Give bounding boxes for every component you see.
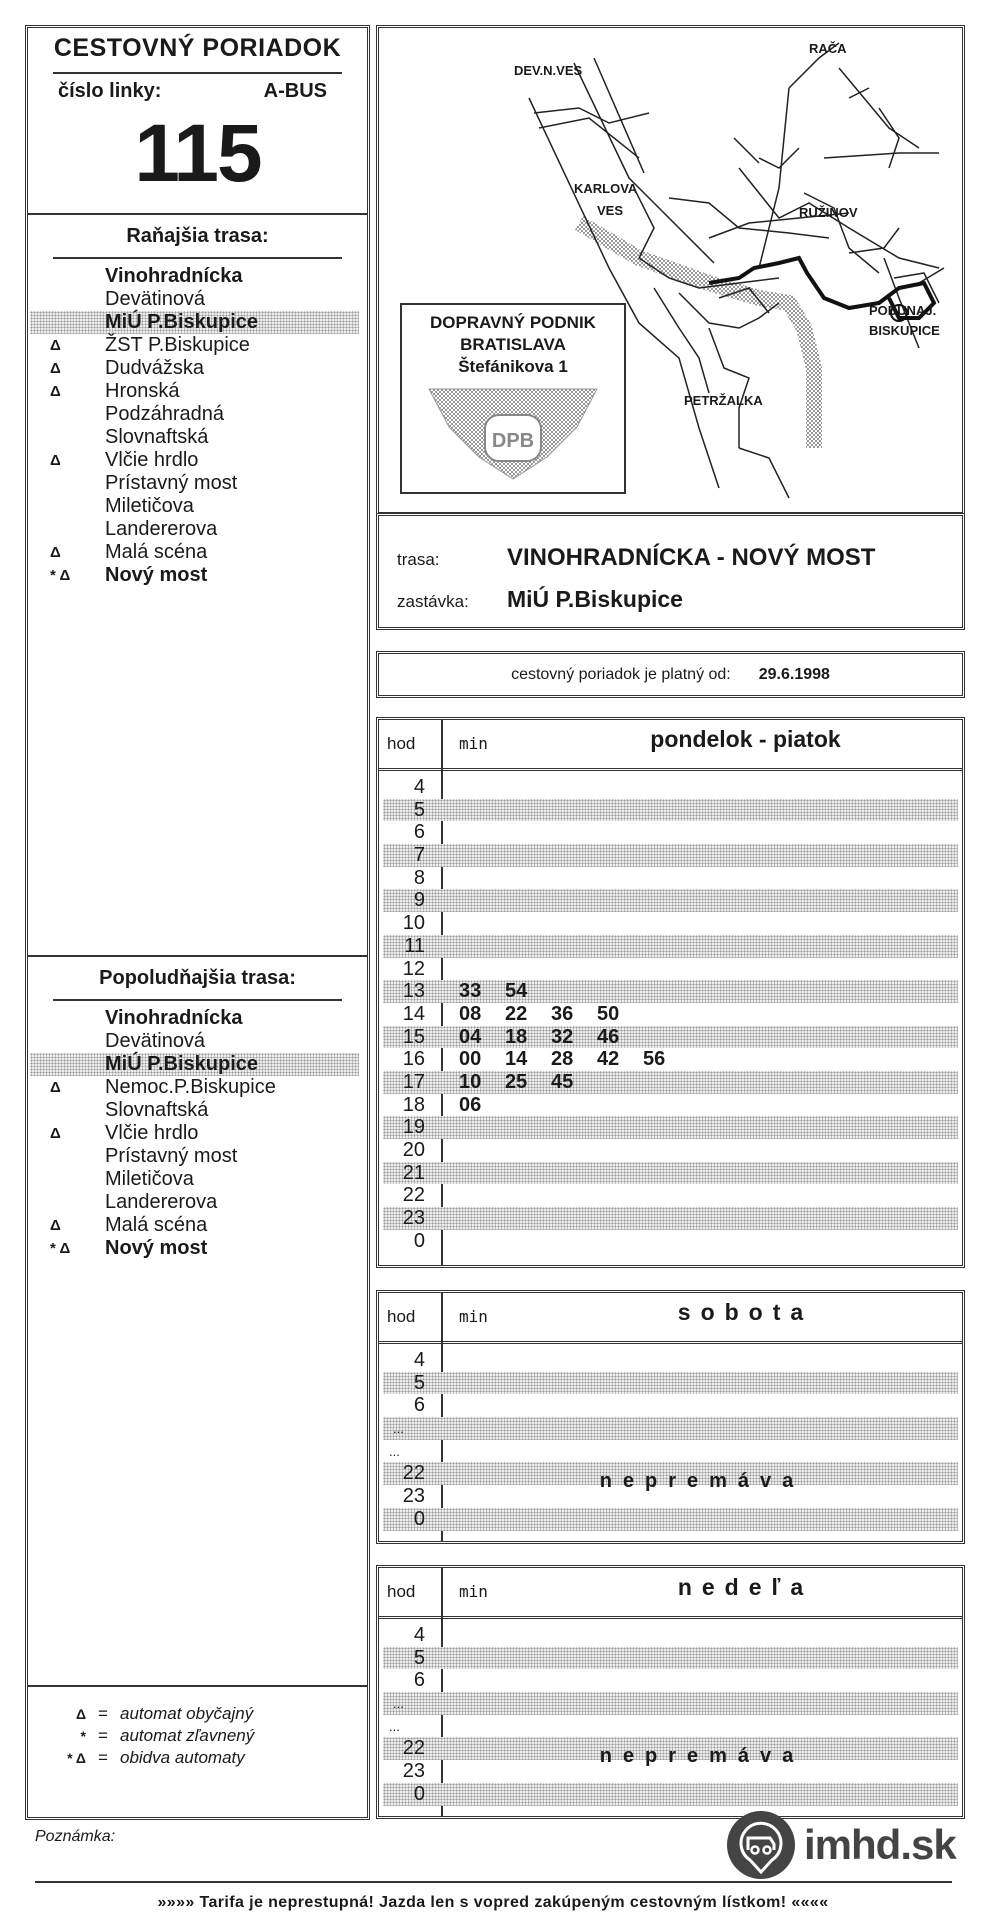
hour-cell: ... — [393, 1696, 404, 1712]
line-number-label: číslo linky: — [58, 80, 162, 102]
route-label: trasa: — [397, 550, 440, 569]
divider — [53, 257, 342, 259]
map-label-dev-n-ves: DEV.N.VES — [514, 63, 583, 78]
legend-item — [28, 1725, 367, 1747]
hour-cell: 18 — [402, 1093, 425, 1116]
departure-minute: 45 — [551, 1070, 574, 1093]
stop-name: MiÚ P.Biskupice — [105, 311, 259, 333]
hour-cell: 23 — [402, 1485, 425, 1508]
stop-item — [28, 1145, 367, 1168]
hour-row — [379, 1440, 962, 1463]
footer-divider — [35, 1881, 952, 1883]
legend-text: automat zľavnený — [120, 1726, 255, 1745]
stop-label: zastávka: — [397, 592, 469, 611]
map-label-biskupice: BISKUPICE — [869, 323, 940, 338]
stop-name: MiÚ P.Biskupice — [105, 1053, 259, 1075]
minutes-cell — [459, 1094, 505, 1117]
left-column — [25, 25, 370, 1820]
hour-cell: 16 — [402, 1048, 425, 1071]
stop-item — [28, 403, 367, 426]
hour-row — [383, 1162, 958, 1185]
route-info — [376, 513, 965, 630]
stop-item — [28, 449, 367, 472]
ticket-machine-marks: * Δ — [50, 567, 71, 584]
hour-row — [383, 1508, 958, 1531]
stop-item — [28, 1237, 367, 1260]
stop-name: Slovnaftská — [105, 1099, 209, 1121]
stop-item — [28, 495, 367, 518]
validity-box — [376, 651, 965, 698]
minutes-cell — [459, 1071, 597, 1094]
hour-cell: 23 — [402, 1760, 425, 1783]
hour-cell: 0 — [413, 1782, 425, 1805]
legend-symbol: Δ — [75, 1706, 86, 1722]
hour-cell: 11 — [404, 934, 425, 957]
hour-cell: 4 — [413, 1624, 425, 1646]
hour-row — [379, 912, 962, 935]
hour-cell: 5 — [413, 798, 425, 821]
line-type: A-BUS — [263, 80, 327, 102]
legend — [28, 1685, 367, 1817]
stop-name: Miletičova — [105, 1168, 194, 1190]
hour-row — [379, 1624, 962, 1647]
hour-row — [383, 1647, 958, 1670]
hour-row — [379, 1349, 962, 1372]
departure-minute: 04 — [459, 1025, 482, 1048]
hour-cell: 6 — [413, 821, 425, 844]
stop-name: Vlčie hrdlo — [105, 449, 199, 471]
operator-box — [400, 303, 626, 494]
hour-row — [379, 1669, 962, 1692]
hour-column-header: hod — [387, 1307, 416, 1326]
day-type-title: sobota — [677, 1299, 814, 1325]
legend-symbol: * Δ — [67, 1750, 86, 1766]
stop-item — [28, 265, 367, 288]
departures-list — [379, 776, 962, 1252]
departure-minute: 14 — [505, 1048, 528, 1071]
hour-row — [383, 1071, 958, 1094]
minute-column-header: min — [459, 1582, 488, 1601]
stop-item — [28, 1122, 367, 1145]
hour-cell: 17 — [402, 1070, 425, 1093]
hour-cell: 6 — [413, 1394, 425, 1417]
no-service-notice: nepremáva — [599, 1745, 805, 1767]
hour-row — [379, 958, 962, 981]
hour-row — [379, 1094, 962, 1117]
hour-row — [383, 980, 958, 1003]
departure-minute: 33 — [459, 980, 482, 1003]
tariff-notice: »»»» Tarifa je neprestupná! Jazda len s vopred zakúpeným cestovným lístkom! «««« — [157, 1894, 829, 1911]
morning-stop-list — [28, 265, 367, 587]
timetable-weekday — [376, 717, 965, 1268]
hour-cell: 6 — [413, 1669, 425, 1692]
stop-name: Devätinová — [105, 1030, 206, 1052]
legend-text: obidva automaty — [120, 1748, 245, 1767]
validity-label: cestovný poriadok je platný od: — [511, 666, 731, 683]
departures-list — [379, 1624, 962, 1806]
legend-text: automat obyčajný — [120, 1704, 254, 1723]
legend-item — [28, 1703, 367, 1725]
stop-name: Nemoc.P.Biskupice — [105, 1076, 276, 1098]
departure-minute: 10 — [459, 1070, 482, 1093]
legend-symbol: * — [80, 1728, 86, 1744]
stop-item — [28, 564, 367, 587]
departure-minute: 00 — [459, 1048, 482, 1071]
hour-row — [379, 1230, 962, 1253]
hour-row — [379, 1139, 962, 1162]
dpb-logo-icon — [427, 387, 599, 482]
validity-row — [379, 654, 962, 695]
ticket-machine-marks: Δ — [50, 383, 61, 400]
hour-row — [383, 1207, 958, 1230]
hour-row — [383, 1417, 958, 1440]
departure-minute: 18 — [505, 1025, 528, 1048]
hour-cell: 5 — [413, 1371, 425, 1394]
hour-row — [383, 799, 958, 822]
departure-minute: 46 — [597, 1025, 620, 1048]
hour-cell: 10 — [402, 912, 425, 935]
stop-name: Miletičova — [105, 495, 194, 517]
map-label-ves: VES — [597, 203, 624, 218]
timetable-header — [379, 720, 962, 771]
hour-row — [383, 935, 958, 958]
minutes-cell — [459, 1026, 643, 1049]
imhd-brand[interactable] — [726, 1810, 956, 1880]
hour-row — [379, 1048, 962, 1071]
stop-name: Vinohradnícka — [105, 265, 243, 287]
stop-name: Landererova — [105, 1191, 218, 1213]
minutes-cell — [459, 980, 551, 1003]
hour-cell: 0 — [413, 1507, 425, 1530]
hour-cell: 4 — [413, 1349, 425, 1371]
hour-row — [383, 1026, 958, 1049]
stop-value: MiÚ P.Biskupice — [507, 586, 683, 612]
current-stop — [30, 1053, 359, 1076]
hour-row — [383, 1372, 958, 1395]
legend-item — [28, 1747, 367, 1769]
stop-name: Vinohradnícka — [105, 1007, 243, 1029]
line-header — [28, 28, 367, 215]
departures-list — [379, 1349, 962, 1531]
divider — [53, 999, 342, 1001]
stop-item — [28, 1030, 367, 1053]
stop-name: Vlčie hrdlo — [105, 1122, 199, 1144]
hour-cell: 14 — [402, 1002, 425, 1025]
hour-row — [379, 867, 962, 890]
departure-minute: 32 — [551, 1025, 574, 1048]
ticket-machine-marks: Δ — [50, 1125, 61, 1142]
ticket-machine-marks: Δ — [50, 452, 61, 469]
current-stop — [30, 311, 359, 334]
hour-row — [379, 776, 962, 799]
minutes-cell — [459, 1003, 643, 1026]
divider — [53, 72, 342, 74]
hour-cell: 4 — [413, 776, 425, 798]
no-service-notice: nepremáva — [599, 1470, 805, 1492]
timetable-saturday — [376, 1290, 965, 1544]
stop-name: Slovnaftská — [105, 426, 209, 448]
stop-item — [28, 357, 367, 380]
minutes-cell — [459, 1048, 689, 1071]
departure-minute: 22 — [505, 1002, 528, 1025]
stop-name: Malá scéna — [105, 541, 208, 563]
stop-name: Podzáhradná — [105, 403, 224, 425]
departure-minute: 36 — [551, 1002, 574, 1025]
stop-item — [28, 1007, 367, 1030]
ticket-machine-marks: Δ — [50, 1217, 61, 1234]
line-number: 115 — [134, 108, 261, 199]
validity-date: 29.6.1998 — [758, 666, 830, 683]
stop-name: Landererova — [105, 518, 218, 540]
departure-minute: 25 — [505, 1070, 528, 1093]
map-label-podunaj: PODUNAJ. — [869, 303, 937, 318]
ticket-machine-marks: Δ — [50, 337, 61, 354]
dpb-logo-text: DPB — [491, 430, 535, 452]
hour-row — [383, 1116, 958, 1139]
ticket-machine-marks: * Δ — [50, 1240, 71, 1257]
map-label-petrzalka: PETRŽALKA — [684, 393, 763, 408]
hour-row — [379, 1394, 962, 1417]
operator-city: BRATISLAVA — [460, 335, 566, 354]
timetable-title: CESTOVNÝ PORIADOK — [53, 34, 342, 62]
stop-name: Malá scéna — [105, 1214, 208, 1236]
stop-name: Dudvážska — [105, 357, 204, 379]
hour-cell: 9 — [413, 889, 425, 912]
hour-cell: 22 — [402, 1737, 425, 1760]
stop-name: Prístavný most — [105, 472, 238, 494]
legend-eq: = — [98, 1704, 108, 1723]
ticket-machine-marks: Δ — [50, 360, 61, 377]
departure-minute: 54 — [505, 980, 528, 1003]
hour-row — [383, 1783, 958, 1806]
day-type-title: nedeľa — [677, 1574, 814, 1600]
hour-cell: 23 — [402, 1207, 425, 1230]
hour-column-header: hod — [387, 1582, 416, 1601]
legend-list — [28, 1703, 367, 1769]
stop-item — [28, 1076, 367, 1099]
hour-row — [383, 844, 958, 867]
hour-cell: 22 — [402, 1184, 425, 1207]
hour-column-header: hod — [387, 734, 416, 753]
hour-cell: 20 — [402, 1139, 425, 1161]
hour-cell: 12 — [402, 957, 425, 980]
stop-item — [28, 472, 367, 495]
map-label-ruzinov: RUŽINOV — [799, 205, 858, 220]
map-label-raca: RAČA — [809, 41, 847, 56]
legend-eq: = — [98, 1726, 108, 1745]
morning-route — [28, 213, 367, 957]
stop-item — [28, 380, 367, 403]
hour-cell: ... — [389, 1443, 400, 1459]
operator-address: Štefánikova 1 — [458, 357, 568, 376]
hour-cell: 8 — [413, 866, 425, 889]
route-value: VINOHRADNÍCKA - NOVÝ MOST — [507, 544, 876, 571]
operator-name: DOPRAVNÝ PODNIK — [430, 313, 596, 332]
hour-cell: 7 — [413, 844, 425, 867]
departure-minute: 50 — [597, 1002, 620, 1025]
hour-cell: 0 — [413, 1229, 425, 1252]
stop-item — [28, 1214, 367, 1237]
hour-cell: 22 — [402, 1462, 425, 1485]
stop-name: Devätinová — [105, 288, 206, 310]
hour-row — [379, 1184, 962, 1207]
afternoon-route-heading: Popoludňajšia trasa: — [99, 967, 296, 989]
hour-row — [379, 1715, 962, 1738]
timetable-header — [379, 1568, 962, 1619]
departure-minute: 08 — [459, 1002, 482, 1025]
stop-item — [28, 1191, 367, 1214]
hour-cell: 21 — [402, 1161, 425, 1184]
morning-route-heading: Raňajšia trasa: — [126, 225, 269, 247]
stop-name: Hronská — [105, 380, 180, 402]
route-map — [376, 25, 965, 515]
note-label: Poznámka: — [35, 1828, 116, 1845]
stop-name: ŽST P.Biskupice — [105, 334, 250, 356]
ticket-machine-marks: Δ — [50, 544, 61, 561]
stop-item — [28, 426, 367, 449]
legend-eq: = — [98, 1748, 108, 1767]
departure-minute: 28 — [551, 1048, 574, 1071]
hour-row — [379, 821, 962, 844]
ticket-machine-marks: Δ — [50, 1079, 61, 1096]
stop-item — [28, 1099, 367, 1122]
hour-cell: 15 — [402, 1025, 425, 1048]
map-label-karlova: KARLOVA — [574, 181, 638, 196]
hour-cell: 5 — [413, 1646, 425, 1669]
stop-item — [28, 288, 367, 311]
hour-row — [383, 1692, 958, 1715]
afternoon-stop-list — [28, 1007, 367, 1260]
afternoon-route — [28, 955, 367, 1687]
timetable-sunday — [376, 1565, 965, 1819]
stop-name: Prístavný most — [105, 1145, 238, 1167]
minute-column-header: min — [459, 734, 488, 753]
hour-cell: 13 — [402, 980, 425, 1003]
stop-item — [28, 518, 367, 541]
hour-row — [379, 1003, 962, 1026]
imhd-brand-text: imhd.sk — [804, 1821, 956, 1868]
hour-row — [383, 889, 958, 912]
stop-item — [28, 541, 367, 564]
stop-name: Nový most — [105, 1237, 208, 1259]
departure-minute: 06 — [459, 1093, 482, 1116]
departure-minute: 56 — [643, 1048, 666, 1071]
hour-cell: ... — [389, 1718, 400, 1734]
stop-item — [28, 334, 367, 357]
departure-minute: 42 — [597, 1048, 620, 1071]
hour-cell: 19 — [402, 1116, 425, 1139]
imhd-logo-icon — [726, 1810, 796, 1880]
timetable-header — [379, 1293, 962, 1344]
stop-name: Nový most — [105, 564, 208, 586]
day-type-title: pondelok - piatok — [650, 726, 841, 752]
hour-cell: ... — [393, 1421, 404, 1437]
stop-item — [28, 1168, 367, 1191]
minute-column-header: min — [459, 1307, 488, 1326]
